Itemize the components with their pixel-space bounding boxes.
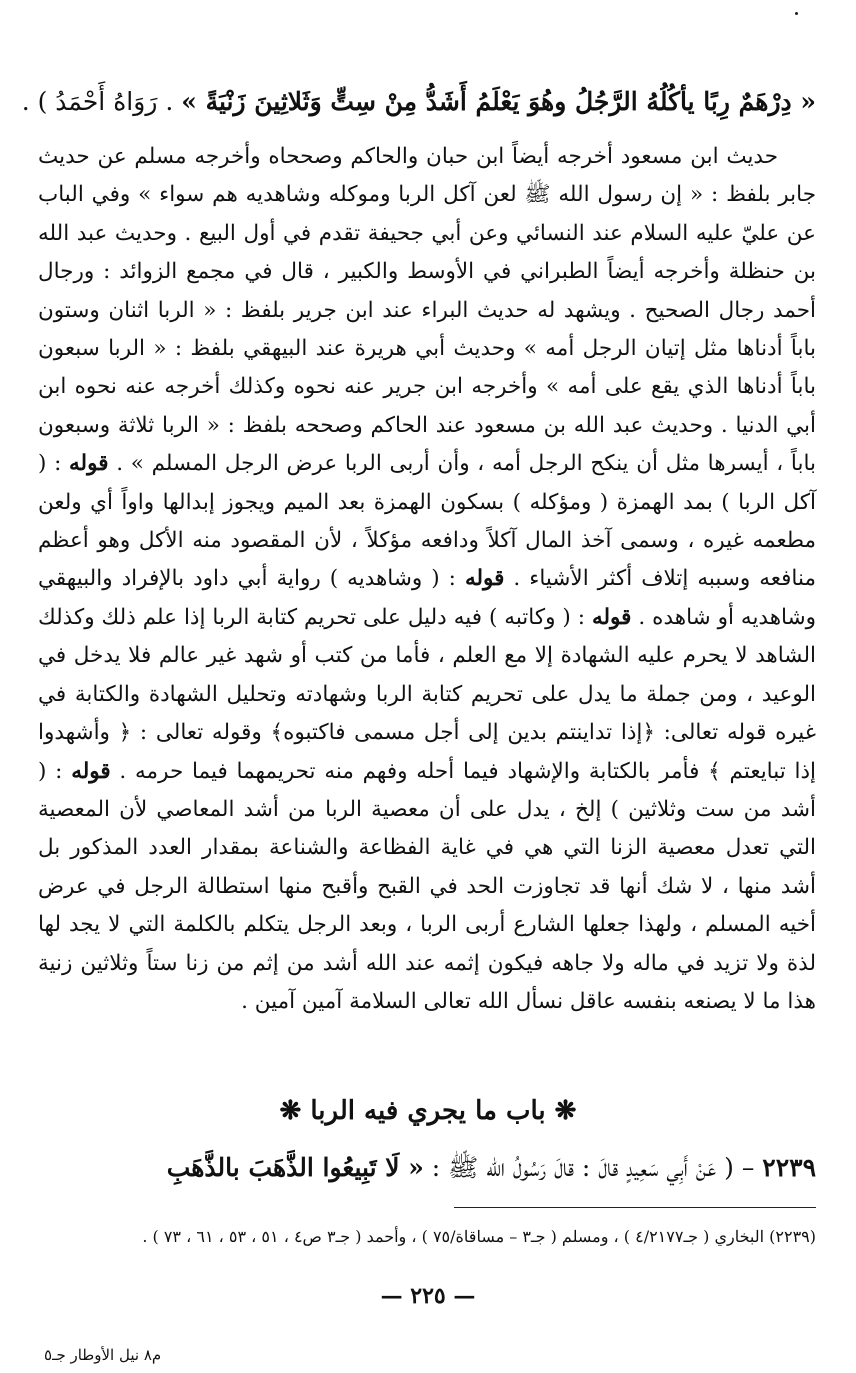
keyword-qawluhu: قوله — [69, 451, 109, 477]
print-signature: م٨ نيل الأوطار جـ٥ — [44, 1346, 162, 1364]
page-number: — ٢٢٥ — — [380, 1283, 476, 1309]
hadith-isnad: – ( عَنْ أَبِي سَعِيدٍ قالَ : قالَ رَسُولُ الله ﷺ : — [423, 1153, 763, 1182]
commentary-segment: : ( وشاهديه ) رواية أبي داود بالإفراد والبيهقي وشاهديه أو شاهده . — [38, 566, 816, 630]
commentary-paragraph — [38, 138, 816, 1021]
hadith-number: ٢٢٣٩ — [762, 1153, 816, 1182]
scan-speck — [795, 12, 798, 15]
footnote-divider — [454, 1207, 816, 1208]
hadith-matn: « دِرْهَمٌ رِبًا يأكُلُهُ الرَّجُلُ وهُوَ يَعْلَمُ أَشَدُّ مِنْ سِتٍّ وَثَلاثِينَ زَنْيَةً » — [181, 87, 816, 116]
commentary-segment: : ( وكاتبه ) فيه دليل على تحريم كتابة الربا إذا علم ذلك وكذلك الشاهد لا يحرم عليه الشهادة إلا مع العلم ، فأما من كتب أو شهد غير عالم فلا يدخل في الوعيد ، ومن جملة ما يدل على تحريم كتابة الربا وشهادته وتحليل الشهادة والكتابة في غيره قوله تعالى: ﴿إذا تداينتم بدين إلى أجل مسمى فاكتبوه﴾ وقوله تعالى : ﴿ وأشهدوا إذا تبايعتم ﴾ فأمر بالكتابة والإشهاد فيما أحله وفهم منه تحريمهما فيما حرمه . — [38, 604, 816, 784]
footnote: (٢٢٣٩) البخاري ( جـ٤/٢١٧٧ ) ، ومسلم ( جـ٣ – مساقاة/٧٥ ) ، وأحمد ( جـ٣ ص٤ ، ٥١ ، ٥٣ ، ٦١ ، ٧٣ ) . — [142, 1227, 816, 1246]
commentary-text — [38, 138, 816, 1021]
commentary-segment: حديث ابن مسعود أخرجه أيضاً ابن حبان والحاكم وصححاه وأخرجه مسلم عن حديث جابر بلفظ : « إن رسول الله ﷺ لعن آكل الربا وموكله وشاهديه هم سواء » وفي الباب عن عليّ عليه السلام عند النسائي وعن أبي جحيفة تقدم في أول البيع . وحديث عبد الله بن حنظلة وأخرجه أيضاً الطبراني في الأوسط والكبير ، قال في مجمع الزوائد : ورجال أحمد رجال الصحيح . ويشهد له حديث البراء عند ابن جرير بلفظ : « الربا اثنان وستون باباً أدناها مثل إتيان الرجل أمه » وحديث أبي هريرة عند البيهقي بلفظ : « الربا سبعون باباً أدناها الذي يقع على أمه » وأخرجه ابن جرير عنه نحوه وكذلك أخرجه عنه نحوه ابن أبي الدنيا . وحديث عبد الله بن مسعود عند الحاكم وصححه بلفظ : « الربا ثلاثة وسبعون باباً ، أيسرها مثل أن ينكح الرجل أمه ، وأن أربى الربا عرض الرجل المسلم » . — [38, 144, 816, 477]
chapter-title: ❋ باب ما يجري فيه الربا ❋ — [279, 1096, 577, 1126]
hadith-2239 — [38, 1148, 816, 1188]
keyword-qawluhu: قوله — [71, 758, 111, 784]
hadith-attribution: . رَوَاهُ أَحْمَدُ ) . — [21, 87, 182, 116]
hadith-top-line — [21, 82, 816, 122]
keyword-qawluhu: قوله — [591, 604, 632, 630]
keyword-qawluhu: قوله — [464, 566, 505, 592]
hadith-matn-start: « لَا تَبِيعُوا الذَّهَبَ بالذَّهَبِ — [166, 1153, 424, 1182]
commentary-segment: : ( أشد من ست وثلاثين ) إلخ ، يدل على أن معصية الربا من أشد المعاصي لأن المعصية التي تعدل معصية الزنا التي هي في غاية الفظاعة والشناعة بمقدار العدد المذكور بل أشد منها ، لا شك أنها قد تجاوزت الحد في القبح وأقبح منها استطالة الرجل في عرض أخيه المسلم ، ولهذا جعلها الشارع أربى الربا ، وبعد الرجل يتكلم بالكلمة التي لا يجد لها لذة ولا تزيد في ماله ولا جاهه فيكون إثمه عند الله أشد من إثم من زنا ستاً وثلاثين زنية هذا ما لا يصنعه بنفسه عاقل نسأل الله تعالى السلامة آمين آمين . — [38, 758, 816, 1014]
commentary-segment: : ( آكل الربا ) بمد الهمزة ( ومؤكله ) بسكون الهمزة بعد الميم ويجوز إبدالها واواً أي ولعن مطعمه غيره ، وسمى آخذ المال آكلاً ودافعه مؤكلاً ، لأن المقصود منه الأكل وهو أعظم منافعه وسببه إتلاف أكثر الأشياء . — [38, 451, 816, 592]
